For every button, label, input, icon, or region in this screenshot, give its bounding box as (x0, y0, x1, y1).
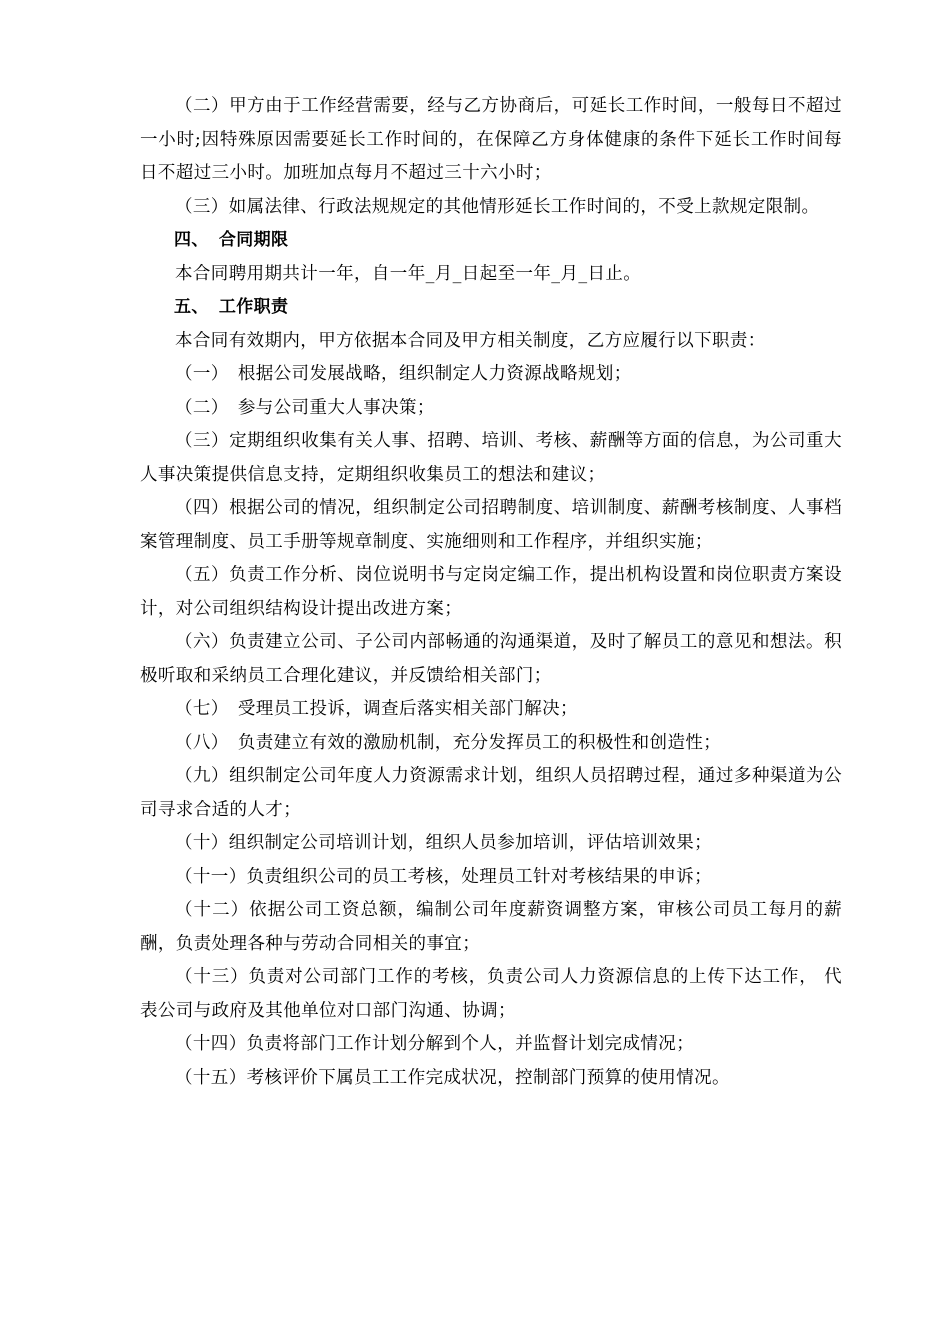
section-heading (140, 224, 842, 258)
body-paragraph: 本合同有效期内，甲方依据本合同及甲方相关制度，乙方应履行以下职责： (175, 330, 766, 351)
body-paragraph: （十二）依据公司工资总额，编制公司年度薪资调整方案，审核公司员工每月的薪酬，负责处理各种与劳动合同相关的事宜； (140, 900, 842, 954)
body-paragraph: （三）定期组织收集有关人事、招聘、培训、考核、薪酬等方面的信息，为公司重大人事决策提供信息支持，定期组织收集员工的想法和建议； (140, 431, 842, 485)
section-title: 工作职责 (218, 297, 289, 317)
body-paragraph: （三）如属法律、行政法规规定的其他情形延长工作时间的，不受上款规定限制。 (175, 196, 820, 217)
section-title: 合同期限 (218, 230, 289, 250)
body-paragraph: （七） 受理员工投诉，调查后落实相关部门解决； (175, 699, 578, 719)
section-number: 四、 (174, 230, 209, 250)
body-paragraph: （十）组织制定公司培训计划，组织人员参加培训，评估培训效果； (175, 833, 712, 853)
document-body (140, 90, 842, 1095)
body-paragraph: （十五）考核评价下属员工工作完成状况，控制部门预算的使用情况。 (175, 1067, 730, 1088)
body-paragraph: （九）组织制定公司年度人力资源需求计划，组织人员招聘过程，通过多种渠道为公司寻求合适的人才； (140, 766, 842, 820)
body-paragraph: （二） 参与公司重大人事决策； (175, 397, 435, 418)
body-paragraph: （八） 负责建立有效的激励机制，充分发挥员工的积极性和创造性； (175, 732, 722, 753)
body-paragraph: （十三）负责对公司部门工作的考核，负责公司人力资源信息的上传下达工作， 代表公司与政府及其他单位对口部门沟通、协调； (140, 967, 842, 1021)
body-paragraph: （五）负责工作分析、岗位说明书与定岗定编工作，提出机构设置和岗位职责方案设计，对公司组织结构设计提出改进方案； (140, 565, 842, 619)
section-heading (140, 291, 842, 325)
body-paragraph: 本合同聘用期共计一年，自一年_月_日起至一年_月_日止。 (175, 263, 642, 284)
body-paragraph: （四）根据公司的情况，组织制定公司招聘制度、培训制度、薪酬考核制度、人事档案管理制度、员工手册等规章制度、实施细则和工作程序，并组织实施； (140, 498, 842, 552)
body-paragraph: （一） 根据公司发展战略，组织制定人力资源战略规划； (175, 364, 632, 384)
body-paragraph: （六）负责建立公司、子公司内部畅通的沟通渠道，及时了解员工的意见和想法。积极听取和采纳员工合理化建议，并反馈给相关部门； (140, 632, 842, 686)
body-paragraph: （十一）负责组织公司的员工考核，处理员工针对考核结果的申诉； (175, 866, 712, 887)
body-paragraph: （二）甲方由于工作经营需要，经与乙方协商后，可延长工作时间，一般每日不超过一小时;因特殊原因需要延长工作时间的，在保障乙方身体健康的条件下延长工作时间每日不超过三小时。加班加点每月不超过三十六小时； (140, 96, 842, 183)
body-paragraph: （十四）负责将部门工作计划分解到个人，并监督计划完成情况； (175, 1034, 695, 1054)
section-number: 五、 (174, 297, 209, 317)
